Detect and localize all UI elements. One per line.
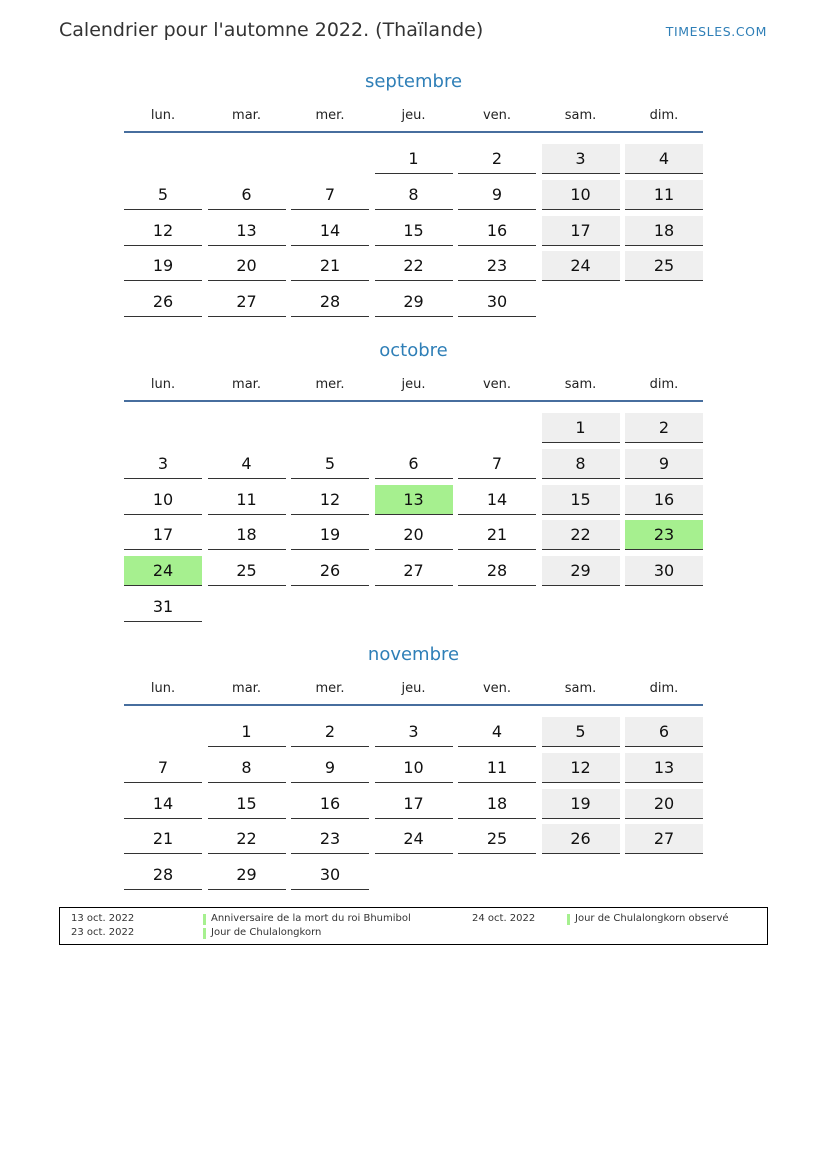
day-cell[interactable]: 29	[375, 287, 453, 317]
day-cell[interactable]: 1	[375, 144, 453, 174]
holiday-color-marker	[567, 914, 570, 925]
day-cell[interactable]: 15	[208, 789, 286, 819]
day-cell[interactable]: 7	[458, 449, 536, 479]
day-cell[interactable]: 24	[375, 824, 453, 854]
day-cell[interactable]: 9	[458, 180, 536, 210]
weekday-header: mar.	[232, 681, 261, 696]
day-cell[interactable]: 10	[375, 753, 453, 783]
day-cell[interactable]: 19	[542, 789, 620, 819]
weekday-header: lun.	[150, 108, 176, 123]
day-cell[interactable]: 12	[542, 753, 620, 783]
day-cell[interactable]: 20	[208, 251, 286, 281]
day-cell[interactable]: 13	[208, 216, 286, 246]
weekday-header: jeu.	[401, 108, 426, 123]
day-cell[interactable]: 30	[458, 287, 536, 317]
weekday-header: jeu.	[401, 377, 426, 392]
day-cell[interactable]: 12	[291, 485, 369, 515]
header-divider	[124, 131, 703, 133]
day-cell[interactable]: 22	[542, 520, 620, 550]
legend-label: Anniversaire de la mort du roi Bhumibol	[211, 913, 411, 924]
day-cell[interactable]: 24	[542, 251, 620, 281]
day-cell[interactable]: 14	[458, 485, 536, 515]
day-cell[interactable]: 30	[291, 860, 369, 890]
day-cell[interactable]: 21	[291, 251, 369, 281]
day-cell[interactable]: 4	[625, 144, 703, 174]
day-cell[interactable]: 26	[124, 287, 202, 317]
legend-date: 13 oct. 2022	[71, 913, 135, 924]
day-cell[interactable]: 28	[458, 556, 536, 586]
day-cell[interactable]: 25	[208, 556, 286, 586]
day-cell[interactable]: 27	[208, 287, 286, 317]
day-cell[interactable]: 5	[542, 717, 620, 747]
legend-label: Jour de Chulalongkorn observé	[575, 913, 729, 924]
legend-label: Jour de Chulalongkorn	[211, 927, 322, 938]
holiday-day-cell[interactable]: 13	[375, 485, 453, 515]
holiday-color-marker	[203, 914, 206, 925]
day-cell[interactable]: 28	[291, 287, 369, 317]
day-cell[interactable]: 21	[458, 520, 536, 550]
day-cell[interactable]: 9	[625, 449, 703, 479]
day-cell[interactable]: 13	[625, 753, 703, 783]
day-cell[interactable]: 4	[458, 717, 536, 747]
day-cell[interactable]: 11	[458, 753, 536, 783]
day-cell[interactable]: 25	[625, 251, 703, 281]
day-cell[interactable]: 5	[291, 449, 369, 479]
day-cell[interactable]: 25	[458, 824, 536, 854]
weekday-header: lun.	[150, 377, 176, 392]
day-cell[interactable]: 4	[208, 449, 286, 479]
day-cell[interactable]: 7	[291, 180, 369, 210]
weekday-header: dim.	[649, 108, 679, 123]
weekday-header: dim.	[649, 377, 679, 392]
day-cell[interactable]: 28	[124, 860, 202, 890]
weekday-header: lun.	[150, 681, 176, 696]
day-cell[interactable]: 2	[291, 717, 369, 747]
day-cell[interactable]: 2	[458, 144, 536, 174]
day-cell[interactable]: 7	[124, 753, 202, 783]
month-name: novembre	[367, 644, 460, 665]
weekday-header: mer.	[315, 108, 345, 123]
holiday-legend	[59, 907, 768, 945]
day-cell[interactable]: 17	[375, 789, 453, 819]
legend-date: 24 oct. 2022	[472, 913, 536, 924]
month-name: septembre	[364, 71, 463, 92]
weekday-header: ven.	[482, 108, 512, 123]
weekday-header: ven.	[482, 377, 512, 392]
weekday-header: mar.	[232, 108, 261, 123]
weekday-header: mer.	[315, 681, 345, 696]
weekday-header: jeu.	[401, 681, 426, 696]
day-cell[interactable]: 17	[542, 216, 620, 246]
day-cell[interactable]: 6	[625, 717, 703, 747]
day-cell[interactable]: 11	[625, 180, 703, 210]
day-cell[interactable]: 18	[458, 789, 536, 819]
day-cell[interactable]: 29	[542, 556, 620, 586]
day-cell[interactable]: 21	[124, 824, 202, 854]
day-cell[interactable]: 27	[375, 556, 453, 586]
day-cell[interactable]: 20	[375, 520, 453, 550]
day-cell[interactable]: 23	[458, 251, 536, 281]
day-cell[interactable]: 8	[375, 180, 453, 210]
weekday-header: sam.	[564, 681, 597, 696]
day-cell[interactable]: 3	[542, 144, 620, 174]
weekday-header: mar.	[232, 377, 261, 392]
day-cell[interactable]: 15	[542, 485, 620, 515]
day-cell[interactable]: 18	[208, 520, 286, 550]
weekday-header: mer.	[315, 377, 345, 392]
day-cell[interactable]: 20	[625, 789, 703, 819]
day-cell[interactable]: 9	[291, 753, 369, 783]
day-cell[interactable]: 3	[124, 449, 202, 479]
weekday-header: sam.	[564, 377, 597, 392]
day-cell[interactable]: 2	[625, 413, 703, 443]
day-cell[interactable]: 16	[291, 789, 369, 819]
day-cell[interactable]: 31	[124, 592, 202, 622]
day-cell[interactable]: 5	[124, 180, 202, 210]
day-cell[interactable]: 15	[375, 216, 453, 246]
day-cell[interactable]: 30	[625, 556, 703, 586]
day-cell[interactable]: 17	[124, 520, 202, 550]
day-cell[interactable]: 29	[208, 860, 286, 890]
day-cell[interactable]: 8	[208, 753, 286, 783]
weekday-header: dim.	[649, 681, 679, 696]
legend-date: 23 oct. 2022	[71, 927, 135, 938]
day-cell[interactable]: 10	[542, 180, 620, 210]
holiday-day-cell[interactable]: 24	[124, 556, 202, 586]
day-cell[interactable]: 19	[124, 251, 202, 281]
day-cell[interactable]: 14	[291, 216, 369, 246]
day-cell[interactable]: 6	[208, 180, 286, 210]
day-cell[interactable]: 22	[208, 824, 286, 854]
page-title: Calendrier pour l'automne 2022. (Thaïlande)	[59, 19, 484, 41]
header-divider	[124, 400, 703, 402]
day-cell[interactable]: 23	[291, 824, 369, 854]
day-cell[interactable]: 14	[124, 789, 202, 819]
day-cell[interactable]: 12	[124, 216, 202, 246]
day-cell[interactable]: 16	[625, 485, 703, 515]
day-cell[interactable]: 26	[291, 556, 369, 586]
day-cell[interactable]: 10	[124, 485, 202, 515]
day-cell[interactable]: 8	[542, 449, 620, 479]
day-cell[interactable]: 3	[375, 717, 453, 747]
day-cell[interactable]: 27	[625, 824, 703, 854]
day-cell[interactable]: 11	[208, 485, 286, 515]
weekday-header: sam.	[564, 108, 597, 123]
holiday-day-cell[interactable]: 23	[625, 520, 703, 550]
holiday-color-marker	[203, 928, 206, 939]
day-cell[interactable]: 6	[375, 449, 453, 479]
day-cell[interactable]: 18	[625, 216, 703, 246]
day-cell[interactable]: 1	[208, 717, 286, 747]
month-name: octobre	[379, 340, 448, 361]
header-divider	[124, 704, 703, 706]
weekday-header: ven.	[482, 681, 512, 696]
day-cell[interactable]: 1	[542, 413, 620, 443]
day-cell[interactable]: 26	[542, 824, 620, 854]
day-cell[interactable]: 19	[291, 520, 369, 550]
day-cell[interactable]: 22	[375, 251, 453, 281]
brand-logo[interactable]: TIMESLES.COM	[665, 24, 767, 39]
day-cell[interactable]: 16	[458, 216, 536, 246]
